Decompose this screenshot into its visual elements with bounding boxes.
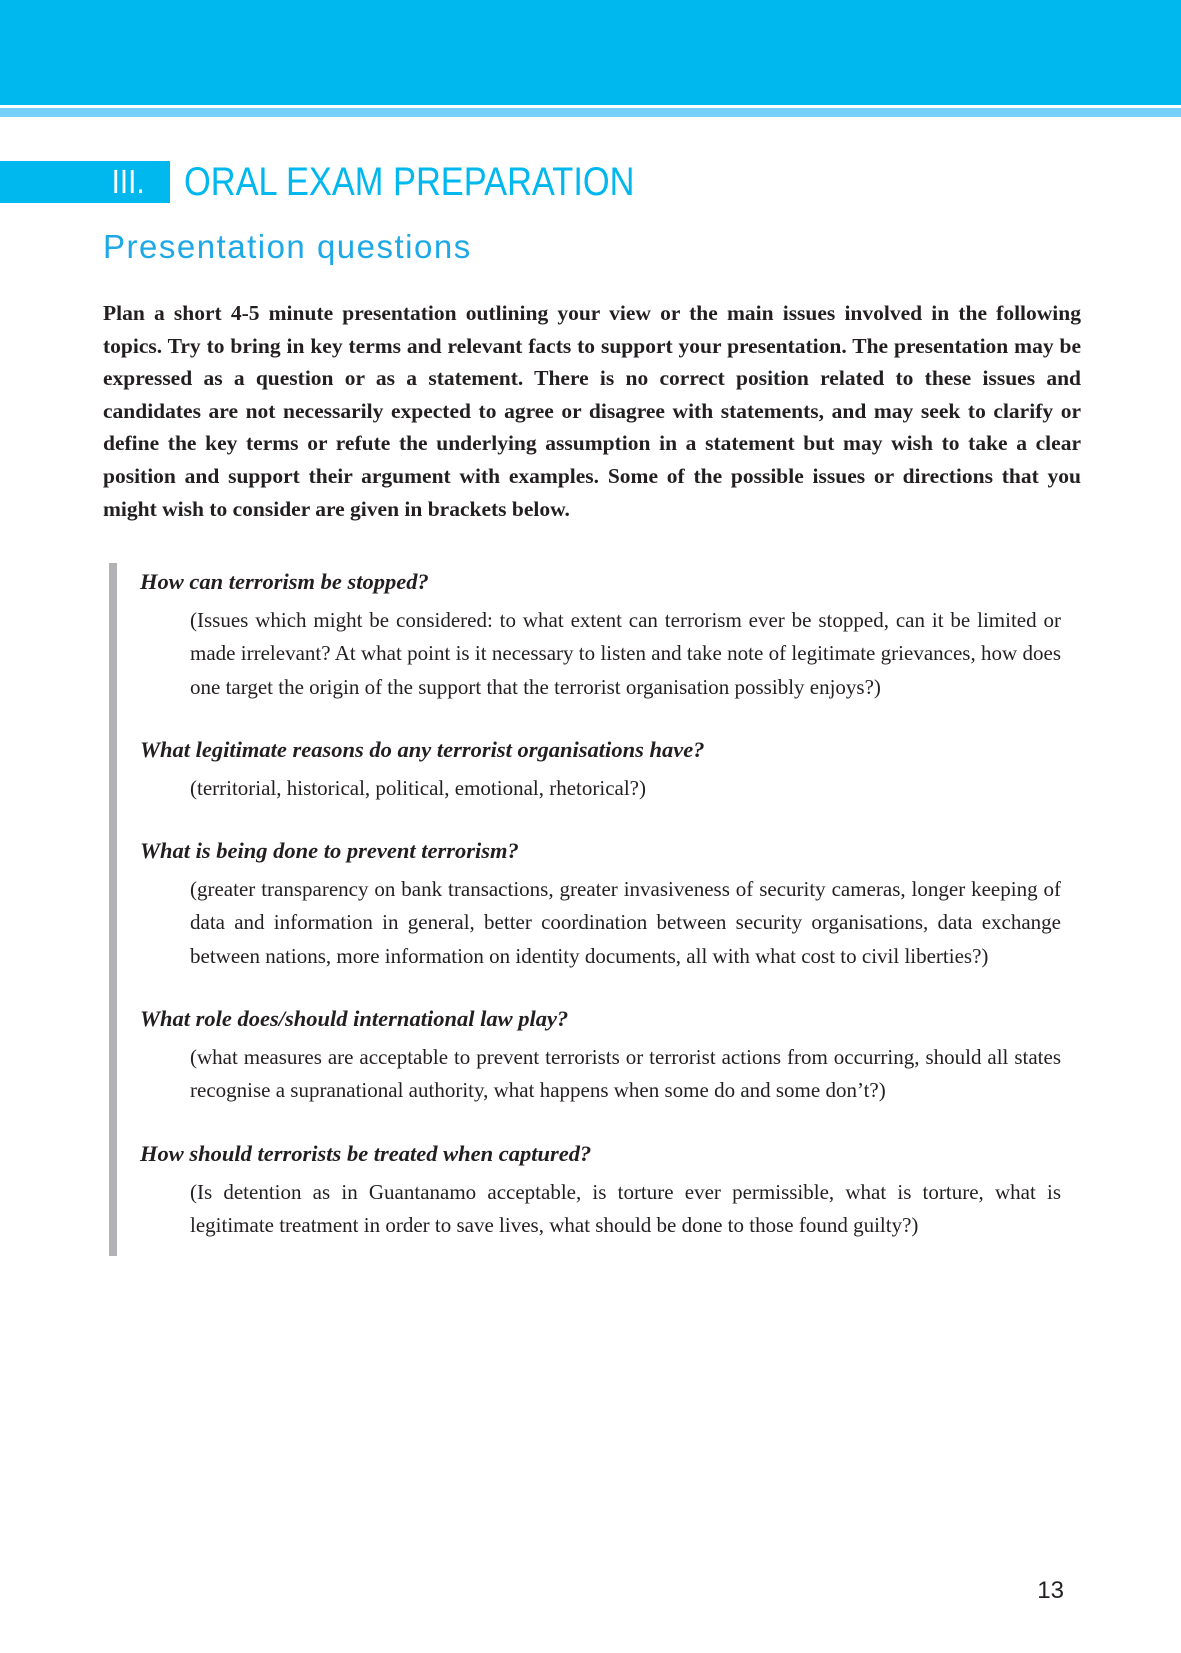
question-title: How should terrorists be treated when captured? (140, 1140, 592, 1166)
question-title: What role does/should international law play? (140, 1006, 569, 1032)
question-detail: (Is detention as in Guantanamo acceptable, is torture ever permissible, what is torture, what is legitimate treatment in order to save lives, what should be done to those found guilty?) (190, 1179, 1061, 1237)
question-item (140, 735, 1061, 805)
question-detail: (Issues which might be considered: to what extent can terrorism ever be stopped, can it be limited or made irrelevant? At what point is it necessary to listen and take note of legitimate grievances, how does one target the origin of the support that the terrorist organisation possibly enjoys?) (190, 608, 1061, 699)
question-detail: (what measures are acceptable to prevent terrorists or terrorist actions from occurring, should all states recognise a supranational authority, what happens when some do and some don’t?) (190, 1045, 1061, 1103)
page-number: 13 (1037, 1577, 1064, 1604)
question-item (140, 1139, 1061, 1243)
question-item (140, 1004, 1061, 1108)
section-number: III. (111, 163, 145, 200)
intro-paragraph: Plan a short 4-5 minute presentation outlining your view or the main issues involved in the following topics. Try to bring in key terms and relevant facts to support your presentation. The presentation may be expressed as a question or as a statement. There is no correct position related to these issues and candidates are not necessarily expected to agree or disagree with statements, and may seek to clarify or define the key terms or refute the underlying assumption in a statement but may wish to take a clear position and support their argument with examples. Some of the possible issues or directions that you might wish to consider are given in brackets below. (103, 301, 1081, 521)
question-item (140, 836, 1061, 973)
question-title: How can terrorism be stopped? (140, 569, 429, 594)
page-subtitle: Presentation questions (103, 228, 472, 265)
top-color-band (0, 0, 1181, 105)
question-title: What legitimate reasons do any terrorist organisations have? (140, 736, 705, 762)
section-heading-row (0, 161, 1181, 203)
questions-block (109, 563, 1061, 1256)
top-accent-stripe (0, 108, 1181, 117)
section-number-box (0, 161, 170, 203)
question-item (140, 567, 1061, 704)
question-detail: (territorial, historical, political, emotional, rhetorical?) (190, 775, 646, 800)
question-detail: (greater transparency on bank transactions, greater invasiveness of security cameras, longer keeping of data and information in general, better coordination between security organisations, data exchange between nations, more information on identity documents, all with what cost to civil liberties?) (190, 877, 1061, 968)
question-title: What is being done to prevent terrorism? (140, 838, 519, 864)
section-title: ORAL EXAM PREPARATION (184, 160, 635, 204)
